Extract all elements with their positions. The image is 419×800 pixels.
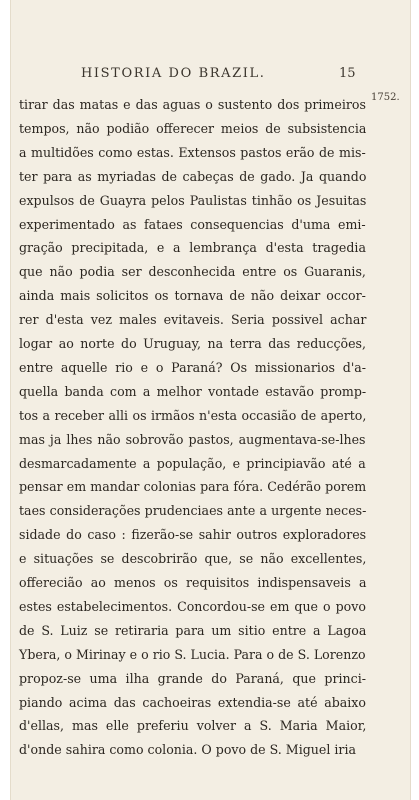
- text-line: que não podia ser desconhecida entre os Guaranis,: [19, 264, 366, 280]
- text-line: gração precipitada, e a lembrança d'esta tragedia: [19, 240, 366, 256]
- text-line: entre aquelle rio e o Paraná? Os missionarios d'a-: [19, 359, 367, 375]
- text-line: propoz-se uma ilha grande do Paraná, que princi-: [19, 670, 366, 686]
- text-line: offerecião ao menos os requisitos indispensaveis a: [19, 575, 367, 590]
- text-line: rer d'esta vez males evitaveis. Seria possivel achar: [19, 312, 367, 328]
- margin-year-note: 1752.: [371, 92, 400, 103]
- text-line: tirar das matas e das aguas o sustento dos primeiros: [19, 97, 366, 112]
- text-line: e situações se descobrirão que, se não excellentes,: [19, 551, 367, 567]
- text-line: d'onde sahira como colonia. O povo de S. Miguel iria: [19, 742, 356, 758]
- text-line: pensar em mandar colonias para fóra. Cedérão porem: [19, 479, 367, 495]
- text-line: d'ellas, mas elle preferiu volver a S. Maria Maior,: [19, 718, 367, 734]
- text-line: a multidões como estas. Extensos pastos erão de mis-: [19, 144, 366, 160]
- text-line: Ybera, o Mirinay e o rio S. Lucia. Para o de S. Lorenzo: [19, 646, 366, 662]
- running-head: [11, 66, 410, 86]
- text-line: logar ao norte do Uruguay, na terra das reducções,: [19, 336, 367, 351]
- text-line: desmarcadamente a população, e principiavão até a: [19, 455, 366, 471]
- text-line: mas ja lhes não sobrovão pastos, augmentava-se-lhes: [19, 431, 366, 447]
- text-line: sidade do caso : fizerão-se sahir outros exploradores: [19, 527, 367, 543]
- text-line: tempos, não podião offerecer meios de subsistencia: [19, 120, 367, 136]
- text-line: de S. Luiz se retiraria para um sitio entre a Lagoa: [19, 622, 367, 638]
- text-line: tos a receber alli os irmãos n'esta occasião de aperto,: [19, 407, 367, 423]
- text-line: expulsos de Guayra pelos Paulistas tinhão os Jesuitas: [19, 192, 367, 208]
- text-line: experimentado as fataes consequencias d'uma emi-: [19, 216, 366, 232]
- text-line: quella banda com a melhor vontade estavão promp-: [19, 383, 367, 399]
- text-line: estes estabelecimentos. Concordou-se em que o povo: [19, 598, 366, 614]
- text-line: ainda mais solicitos os tornava de não deixar occor-: [19, 288, 366, 304]
- running-title: HISTORIA DO BRAZIL.: [81, 66, 266, 81]
- text-line: piando acima das cachoeiras extendia-se até abaixo: [19, 694, 366, 710]
- text-line: ter para as myriadas de cabeças de gado. Ja quando: [19, 168, 367, 184]
- book-page: [10, 0, 411, 800]
- text-line: taes considerações prudenciaes ante a urgente neces-: [19, 503, 367, 519]
- page-number: 15: [339, 66, 356, 81]
